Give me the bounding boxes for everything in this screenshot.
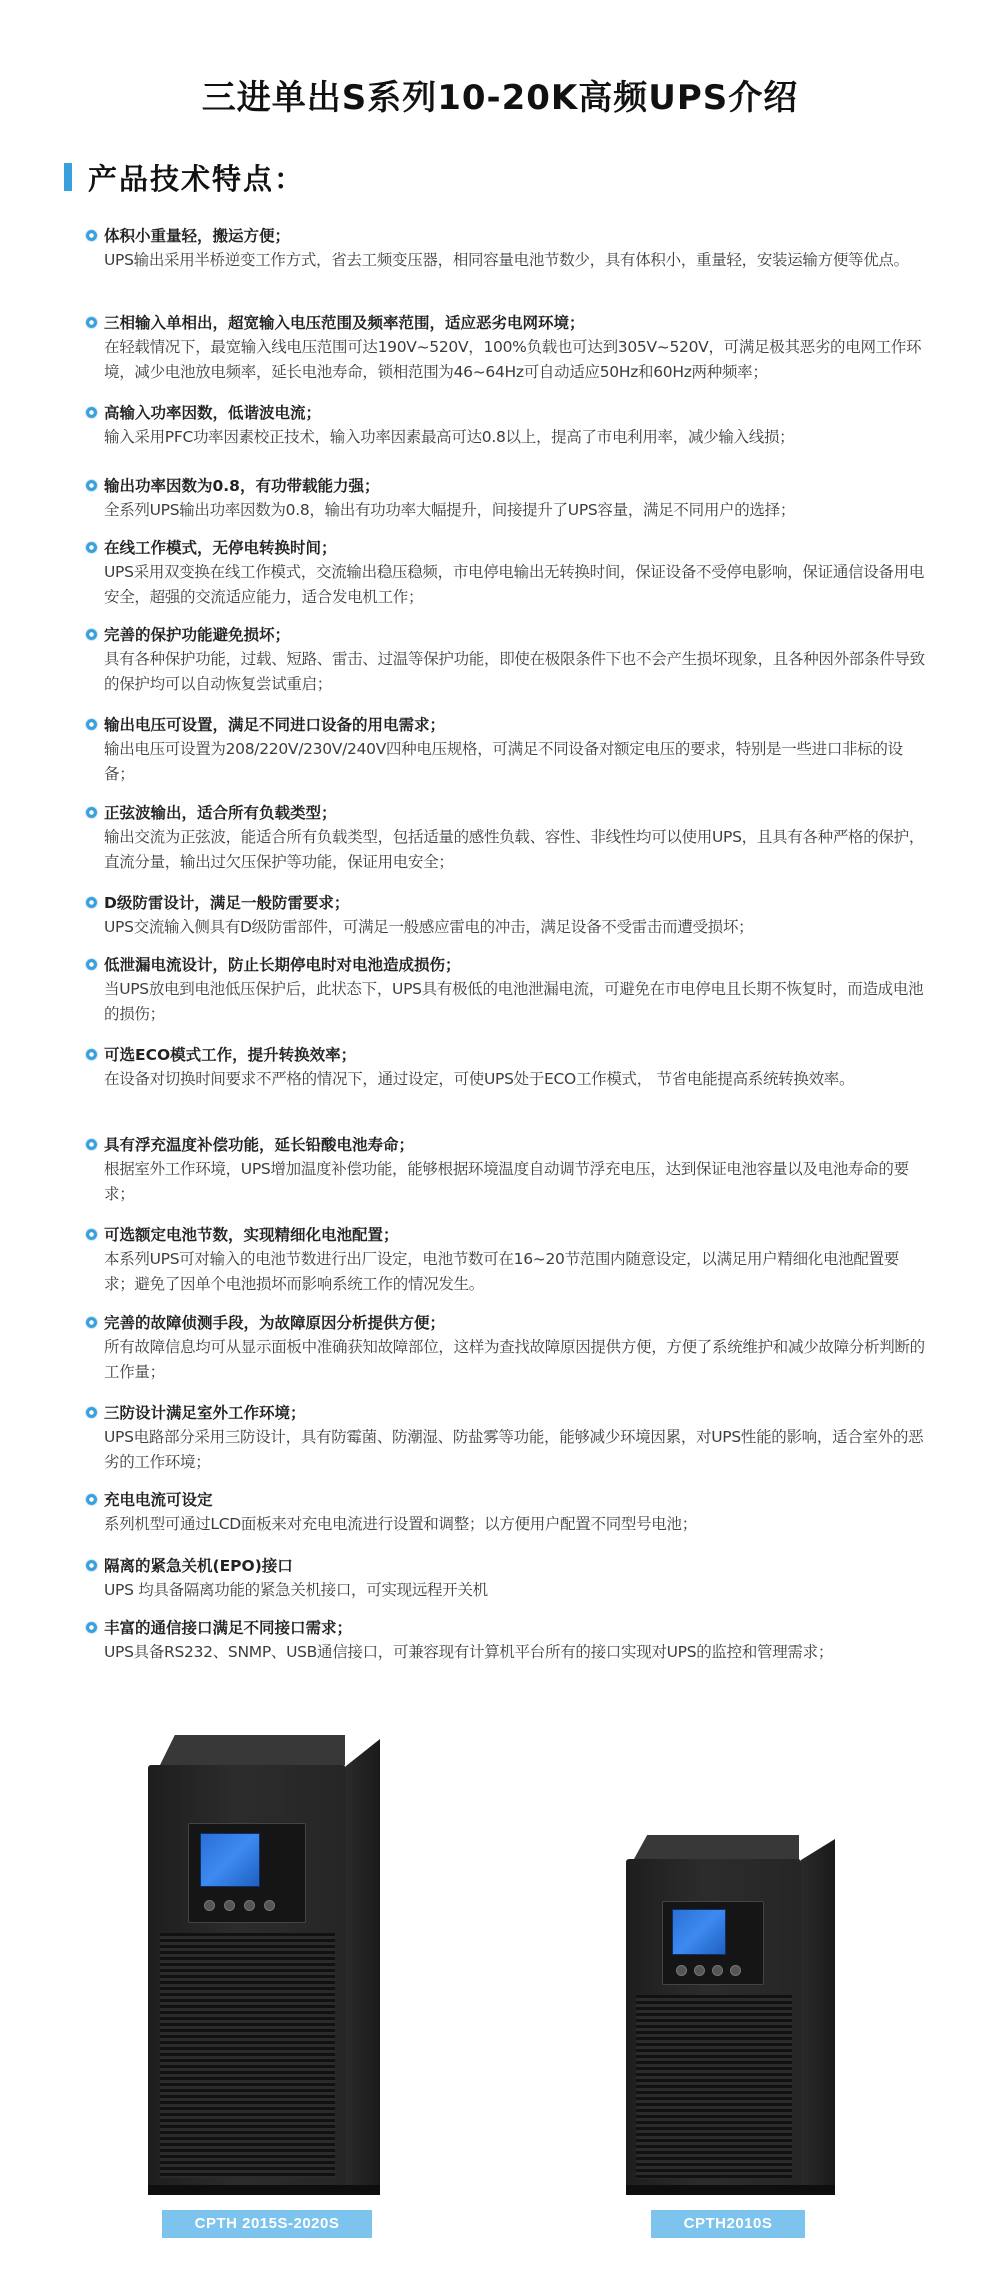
- feature-title: 可选ECO模式工作，提升转换效率；: [104, 1046, 357, 1064]
- feature-desc: 输出电压可设置为208/220V/230V/240V四种电压规格，可满足不同设备对额定电压的要求，特别是一些进口非标的设备；: [104, 740, 903, 783]
- feature-item: [86, 623, 926, 713]
- feature-desc: 输出交流为正弦波，能适合所有负载类型，包括适量的感性负载、容性、非线性均可以使用UPS，且具有各种严格的保护，直流分量，输出过欠压保护等功能，保证用电安全；: [104, 828, 925, 871]
- bullet-icon: [86, 1494, 97, 1505]
- feature-item: [86, 1401, 926, 1488]
- section-accent-bar: [64, 163, 72, 191]
- bullet-icon: [86, 1139, 97, 1150]
- feature-item: [86, 401, 926, 474]
- feature-item: [86, 1043, 926, 1133]
- feature-item: [86, 1133, 926, 1223]
- feature-desc: 所有故障信息均可从显示面板中准确获知故障部位，这样为查找故障原因提供方便，方便了系统维护和减少故障分析判断的工作量；: [104, 1338, 925, 1381]
- feature-desc: UPS输出采用半桥逆变工作方式，省去工频变压器，相同容量电池节数少，具有体积小，重量轻，安装运输方便等优点。: [104, 251, 909, 269]
- ups-vent-grille: [160, 1933, 335, 2178]
- product-label-large: CPTH 2015S-2020S: [162, 2210, 372, 2238]
- feature-item: [86, 1488, 926, 1554]
- feature-title: 三相输入单相出，超宽输入电压范围及频率范围，适应恶劣电网环境；: [104, 314, 585, 332]
- feature-desc: 在轻载情况下，最宽输入线电压范围可达190V~520V，100%负载也可达到305V~520V，可满足极其恶劣的电网工作环境，减少电池放电频率，延长电池寿命，锁相范围为46~64Hz可自动适应50Hz和60Hz两种频率；: [104, 338, 922, 381]
- bullet-icon: [86, 1049, 97, 1060]
- feature-title: 正弦波输出，适合所有负载类型；: [104, 804, 337, 822]
- bullet-icon: [86, 407, 97, 418]
- feature-desc: 根据室外工作环境，UPS增加温度补偿功能，能够根据环境温度自动调节浮充电压，达到保证电池容量以及电池寿命的要求；: [104, 1160, 909, 1203]
- feature-desc: 本系列UPS可对输入的电池节数进行出厂设定，电池节数可在16~20节范围内随意设定，以满足用户精细化电池配置要求；避免了因单个电池损坏而影响系统工作的情况发生。: [104, 1250, 899, 1293]
- ups-base: [148, 2185, 380, 2195]
- feature-title: 体积小重量轻，搬运方便；: [104, 227, 291, 245]
- bullet-icon: [86, 480, 97, 491]
- feature-title: 隔离的紧急关机(EPO)接口: [104, 1557, 293, 1575]
- bullet-icon: [86, 230, 97, 241]
- feature-item: [86, 891, 926, 953]
- ups-top-face: [634, 1835, 799, 1859]
- feature-title: 可选额定电池节数，实现精细化电池配置；: [104, 1226, 399, 1244]
- bullet-icon: [86, 719, 97, 730]
- feature-title: 具有浮充温度补偿功能，延长铅酸电池寿命；: [104, 1136, 415, 1154]
- feature-item: [86, 953, 926, 1043]
- ups-top-face: [160, 1735, 345, 1765]
- bullet-icon: [86, 807, 97, 818]
- feature-title: 输出电压可设置，满足不同进口设备的用电需求；: [104, 716, 446, 734]
- feature-item: [86, 311, 926, 401]
- bullet-icon: [86, 959, 97, 970]
- ups-button-icon: [244, 1900, 255, 1911]
- ups-button-icon: [676, 1965, 687, 1976]
- ups-base: [626, 2185, 835, 2195]
- bullet-icon: [86, 1317, 97, 1328]
- feature-title: 丰富的通信接口满足不同接口需求；: [104, 1619, 353, 1637]
- product-ups-large: [140, 1735, 380, 2195]
- product-ups-small: [620, 1835, 835, 2195]
- ups-side-face: [801, 1839, 835, 2189]
- ups-lcd-screen: [672, 1909, 726, 1955]
- section-title: 产品技术特点：: [88, 161, 306, 196]
- feature-title: D级防雷设计，满足一般防雷要求；: [104, 894, 350, 912]
- feature-title: 完善的保护功能避免损坏；: [104, 626, 291, 644]
- bullet-icon: [86, 1560, 97, 1571]
- ups-button-icon: [204, 1900, 215, 1911]
- feature-title: 充电电流可设定: [104, 1491, 213, 1509]
- feature-item: [86, 224, 926, 311]
- bullet-icon: [86, 1407, 97, 1418]
- feature-desc: 全系列UPS输出功率因数为0.8，输出有功功率大幅提升，间接提升了UPS容量，满足不同用户的选择；: [104, 501, 796, 519]
- feature-title: 输出功率因数为0.8，有功带载能力强；: [104, 477, 380, 495]
- bullet-icon: [86, 897, 97, 908]
- page-title: 三进单出S系列10-20K高频UPS介绍: [201, 78, 799, 118]
- feature-title: 低泄漏电流设计，防止长期停电时对电池造成损伤；: [104, 956, 461, 974]
- bullet-icon: [86, 542, 97, 553]
- bullet-icon: [86, 1622, 97, 1633]
- feature-desc: 当UPS放电到电池低压保护后，此状态下，UPS具有极低的电池泄漏电流，可避免在市电停电且长期不恢复时，而造成电池的损伤；: [104, 980, 924, 1023]
- feature-item: [86, 713, 926, 801]
- feature-item: [86, 474, 926, 536]
- feature-item: [86, 536, 926, 623]
- feature-title: 高输入功率因数，低谐波电流；: [104, 404, 322, 422]
- feature-desc: UPS具备RS232、SNMP、USB通信接口，可兼容现有计算机平台所有的接口实现对UPS的监控和管理需求；: [104, 1643, 834, 1661]
- feature-title: 三防设计满足室外工作环境；: [104, 1404, 306, 1422]
- feature-desc: UPS电路部分采用三防设计，具有防霉菌、防潮湿、防盐雾等功能，能够减少环境因累，对UPS性能的影响，适合室外的恶劣的工作环境；: [104, 1428, 924, 1471]
- feature-list: [86, 224, 926, 1666]
- feature-item: [86, 801, 926, 891]
- ups-button-icon: [224, 1900, 235, 1911]
- bullet-icon: [86, 629, 97, 640]
- product-label-small: CPTH2010S: [651, 2210, 805, 2238]
- feature-desc: 输入采用PFC功率因素校正技术，输入功率因素最高可达0.8以上，提高了市电利用率，减少输入线损；: [104, 428, 795, 446]
- feature-desc: 系列机型可通过LCD面板来对充电电流进行设置和调整；以方便用户配置不同型号电池；: [104, 1515, 697, 1533]
- bullet-icon: [86, 1229, 97, 1240]
- ups-lcd-screen: [200, 1833, 260, 1887]
- ups-button-icon: [264, 1900, 275, 1911]
- feature-item: [86, 1311, 926, 1401]
- feature-title: 完善的故障侦测手段，为故障原因分析提供方便；: [104, 1314, 446, 1332]
- section-header: [64, 160, 305, 194]
- feature-desc: UPS 均具备隔离功能的紧急关机接口，可实现远程开关机: [104, 1581, 488, 1599]
- feature-desc: UPS交流输入侧具有D级防雷部件，可满足一般感应雷电的冲击，满足设备不受雷击而遭受损坏；: [104, 918, 754, 936]
- ups-side-face: [346, 1739, 380, 2190]
- ups-vent-grille: [636, 1995, 792, 2179]
- ups-button-icon: [694, 1965, 705, 1976]
- ups-button-icon: [712, 1965, 723, 1976]
- feature-item: [86, 1616, 926, 1666]
- ups-button-icon: [730, 1965, 741, 1976]
- feature-desc: 具有各种保护功能，过载、短路、雷击、过温等保护功能，即使在极限条件下也不会产生损坏现象，且各种因外部条件导致的保护均可以自动恢复尝试重启；: [104, 650, 925, 693]
- feature-item: [86, 1554, 926, 1616]
- bullet-icon: [86, 317, 97, 328]
- feature-title: 在线工作模式，无停电转换时间；: [104, 539, 337, 557]
- feature-desc: 在设备对切换时间要求不严格的情况下，通过设定，可使UPS处于ECO工作模式， 节省电能提高系统转换效率。: [104, 1070, 855, 1088]
- feature-desc: UPS采用双变换在线工作模式，交流输出稳压稳频，市电停电输出无转换时间，保证设备不受停电影响，保证通信设备用电安全，超强的交流适应能力，适合发电机工作；: [104, 563, 925, 606]
- feature-item: [86, 1223, 926, 1311]
